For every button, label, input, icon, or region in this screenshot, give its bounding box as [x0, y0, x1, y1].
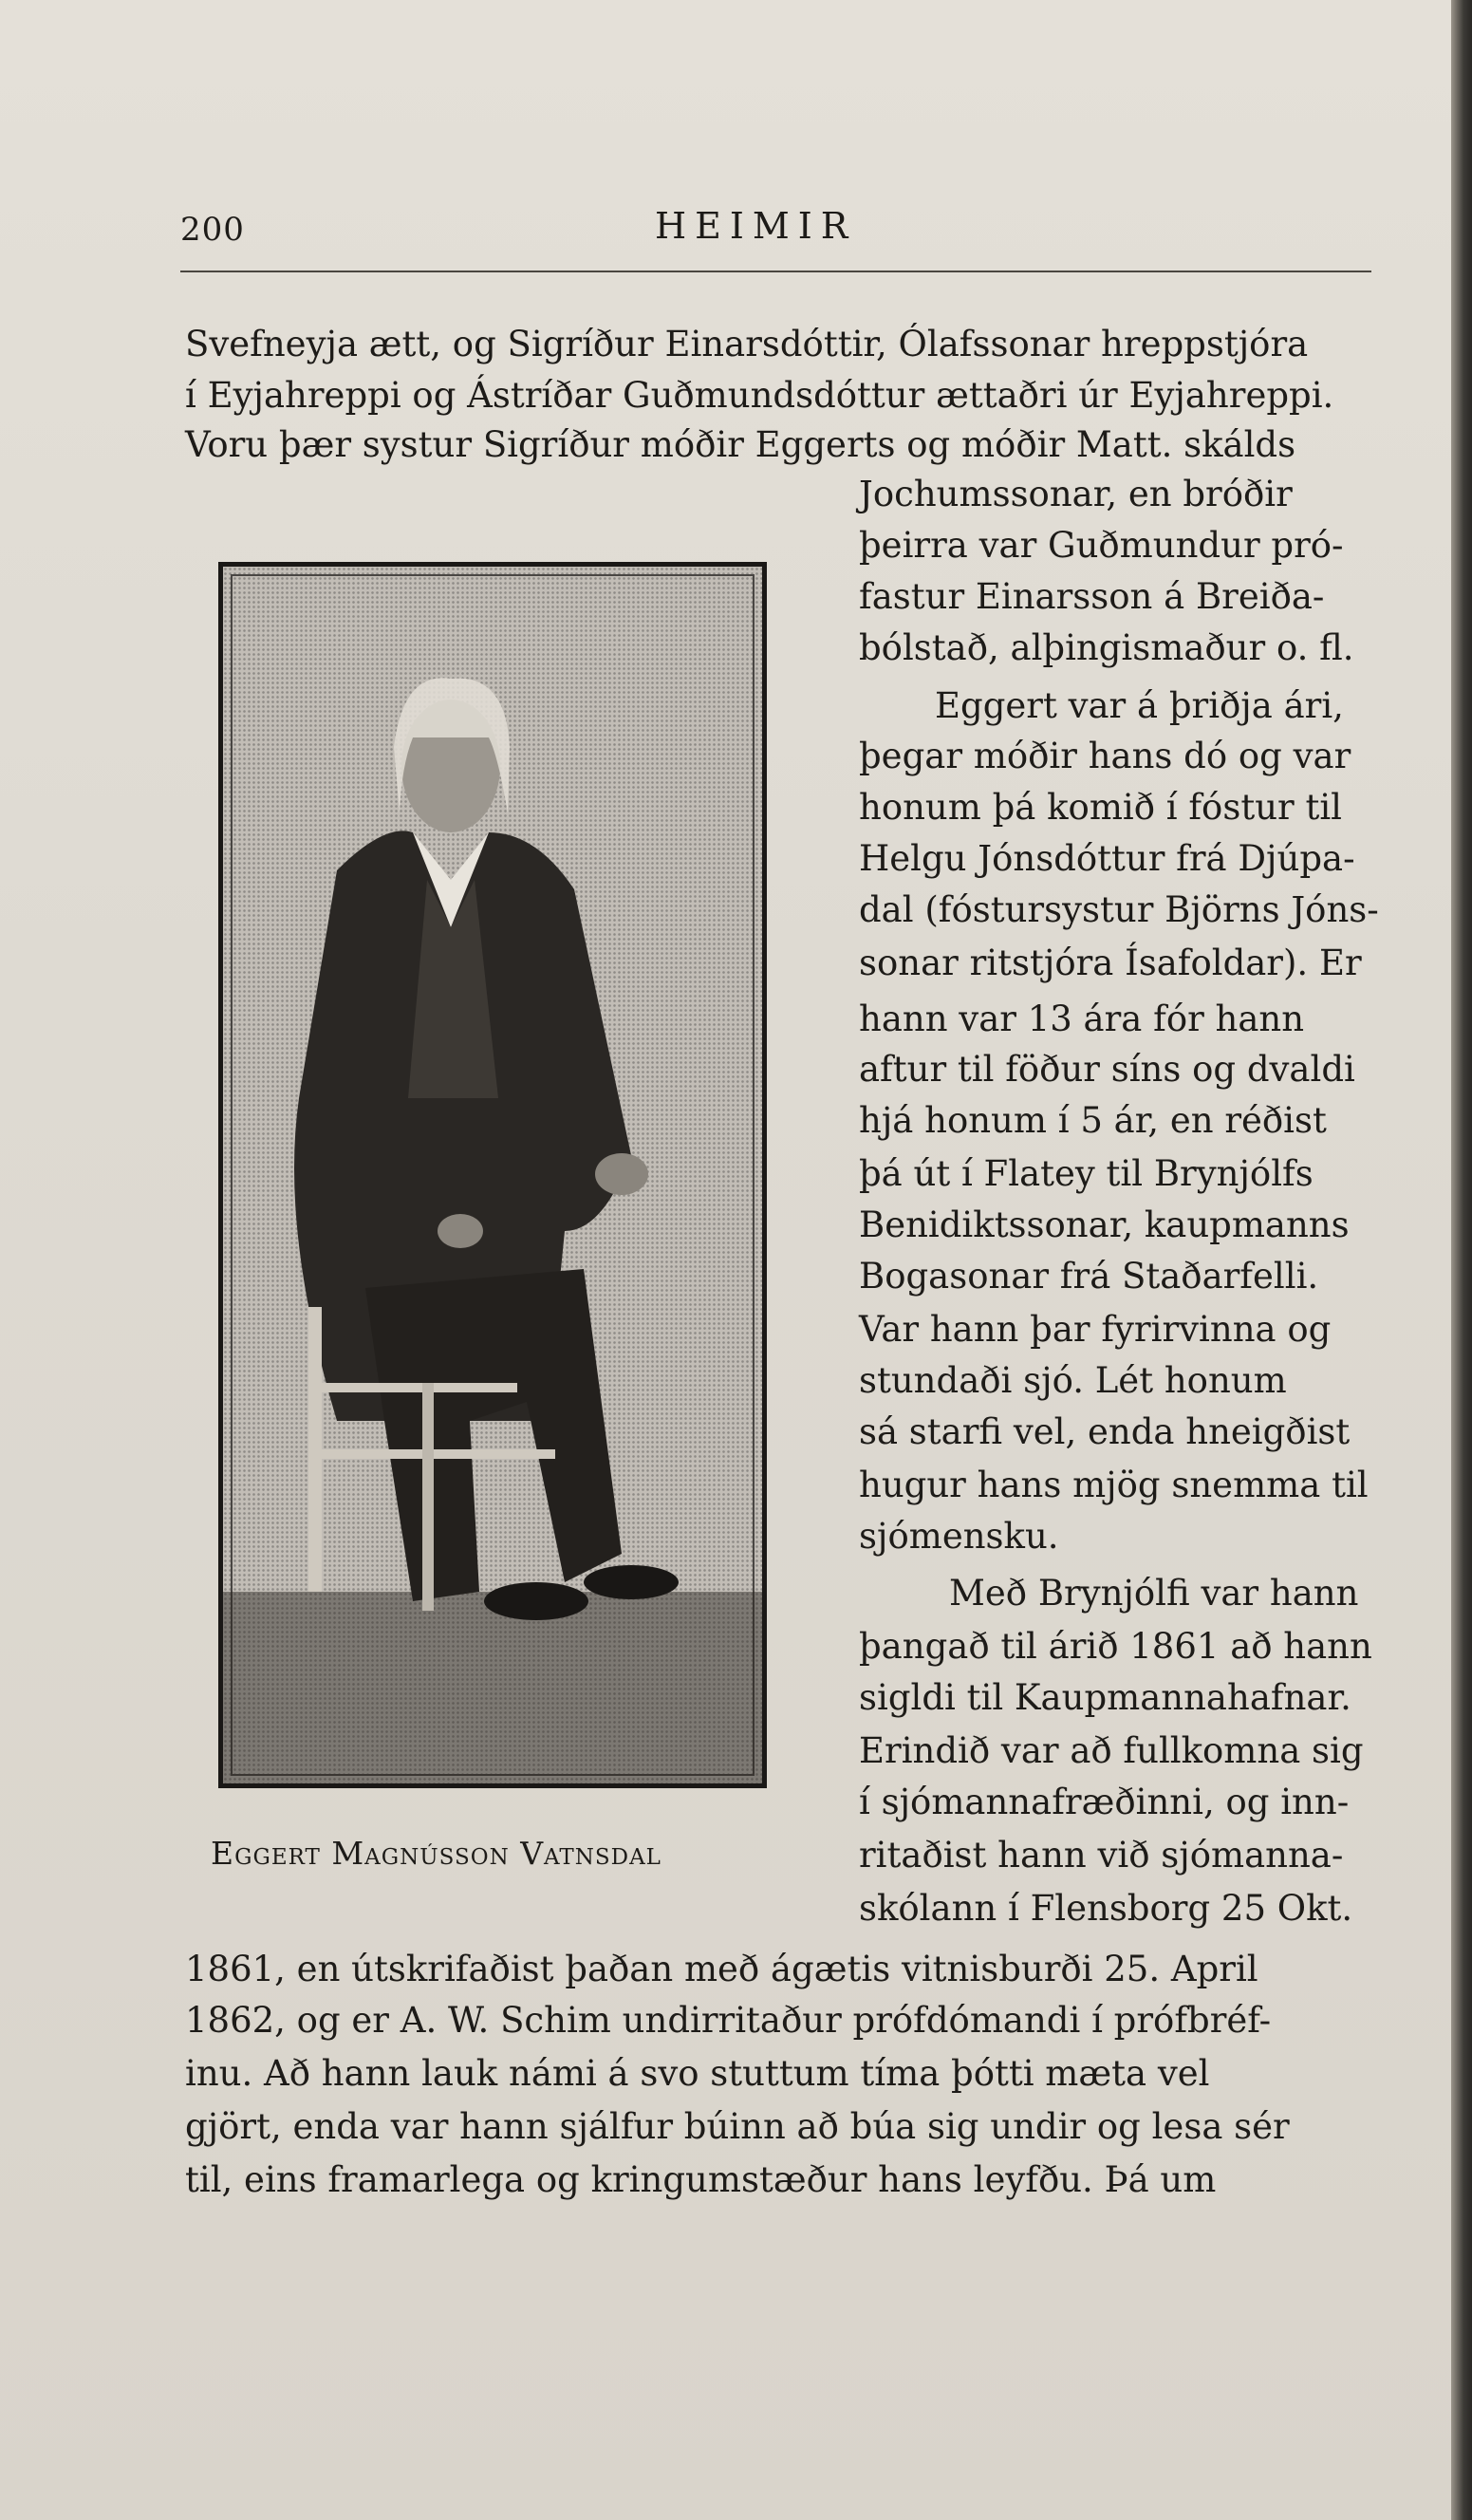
- body-line: aftur til föður síns og dvaldi: [859, 1049, 1355, 1090]
- body-line: Með Brynjólfi var hann: [949, 1573, 1359, 1614]
- body-line: sonar ritstjóra Ísafoldar). Er: [859, 943, 1362, 983]
- page-edge-shadow: [1451, 0, 1472, 2520]
- body-line: til, eins framarlega og kringumstæður hans leyfðu. Þá um: [185, 2159, 1217, 2200]
- body-line: Voru þær systur Sigríður móðir Eggerts og móðir Matt. skálds: [185, 424, 1296, 465]
- page-number: 200: [180, 211, 245, 249]
- body-line: gjört, enda var hann sjálfur búinn að búa sig undir og lesa sér: [185, 2106, 1290, 2147]
- body-line: 1861, en útskrifaðist þaðan með ágætis vitnisburði 25. April: [185, 1949, 1258, 1989]
- portrait-figure: [223, 567, 762, 1783]
- body-line: 1862, og er A. W. Schim undirritaður prófdómandi í prófbréf-: [185, 2000, 1272, 2041]
- body-line: Jochumssonar, en bróðir: [859, 474, 1293, 514]
- portrait-photo: [218, 562, 767, 1788]
- photo-caption: Eggert Magnússon Vatnsdal: [211, 1835, 661, 1872]
- body-line: sigldi til Kaupmannahafnar.: [859, 1677, 1351, 1718]
- body-line: bólstað, alþingismaður o. fl.: [859, 627, 1354, 668]
- body-line: dal (fóstursystur Björns Jóns-: [859, 889, 1379, 930]
- body-line: þá út í Flatey til Brynjólfs: [859, 1153, 1314, 1194]
- body-line: þangað til árið 1861 að hann: [859, 1626, 1372, 1667]
- body-line: þeirra var Guðmundur pró-: [859, 525, 1344, 566]
- body-line: þegar móðir hans dó og var: [859, 736, 1351, 776]
- body-line: Bogasonar frá Staðarfelli.: [859, 1256, 1319, 1297]
- body-line: skólann í Flensborg 25 Okt.: [859, 1888, 1353, 1929]
- body-line: honum þá komið í fóstur til: [859, 787, 1343, 828]
- body-line: sá starfi vel, enda hneigðist: [859, 1411, 1351, 1452]
- body-line: ritaðist hann við sjómanna-: [859, 1835, 1344, 1876]
- body-line: fastur Einarsson á Breiða-: [859, 576, 1325, 617]
- body-line: í Eyjahreppi og Ástríðar Guðmundsdóttur ættaðri úr Eyjahreppi.: [185, 375, 1334, 416]
- body-line: stundaði sjó. Lét honum: [859, 1360, 1287, 1401]
- body-line: Var hann þar fyrirvinna og: [859, 1309, 1332, 1350]
- body-line: inu. Að hann lauk námi á svo stuttum tíma þótti mæta vel: [185, 2053, 1210, 2094]
- header-rule: [180, 271, 1371, 272]
- body-line: Erindið var að fullkomna sig: [859, 1730, 1364, 1771]
- body-line: Helgu Jónsdóttur frá Djúpa-: [859, 838, 1355, 879]
- body-line: Benidiktssonar, kaupmanns: [859, 1204, 1350, 1245]
- body-line: Svefneyja ætt, og Sigríður Einarsdóttir, Ólafssonar hreppstjóra: [185, 324, 1309, 364]
- body-line: sjómensku.: [859, 1516, 1059, 1557]
- body-line: Eggert var á þriðja ári,: [935, 685, 1344, 726]
- body-line: í sjómannafræðinni, og inn-: [859, 1782, 1350, 1822]
- body-line: hann var 13 ára fór hann: [859, 999, 1305, 1039]
- running-title: HEIMIR: [655, 205, 857, 247]
- body-line: hjá honum í 5 ár, en réðist: [859, 1100, 1327, 1141]
- body-line: hugur hans mjög snemma til: [859, 1465, 1369, 1505]
